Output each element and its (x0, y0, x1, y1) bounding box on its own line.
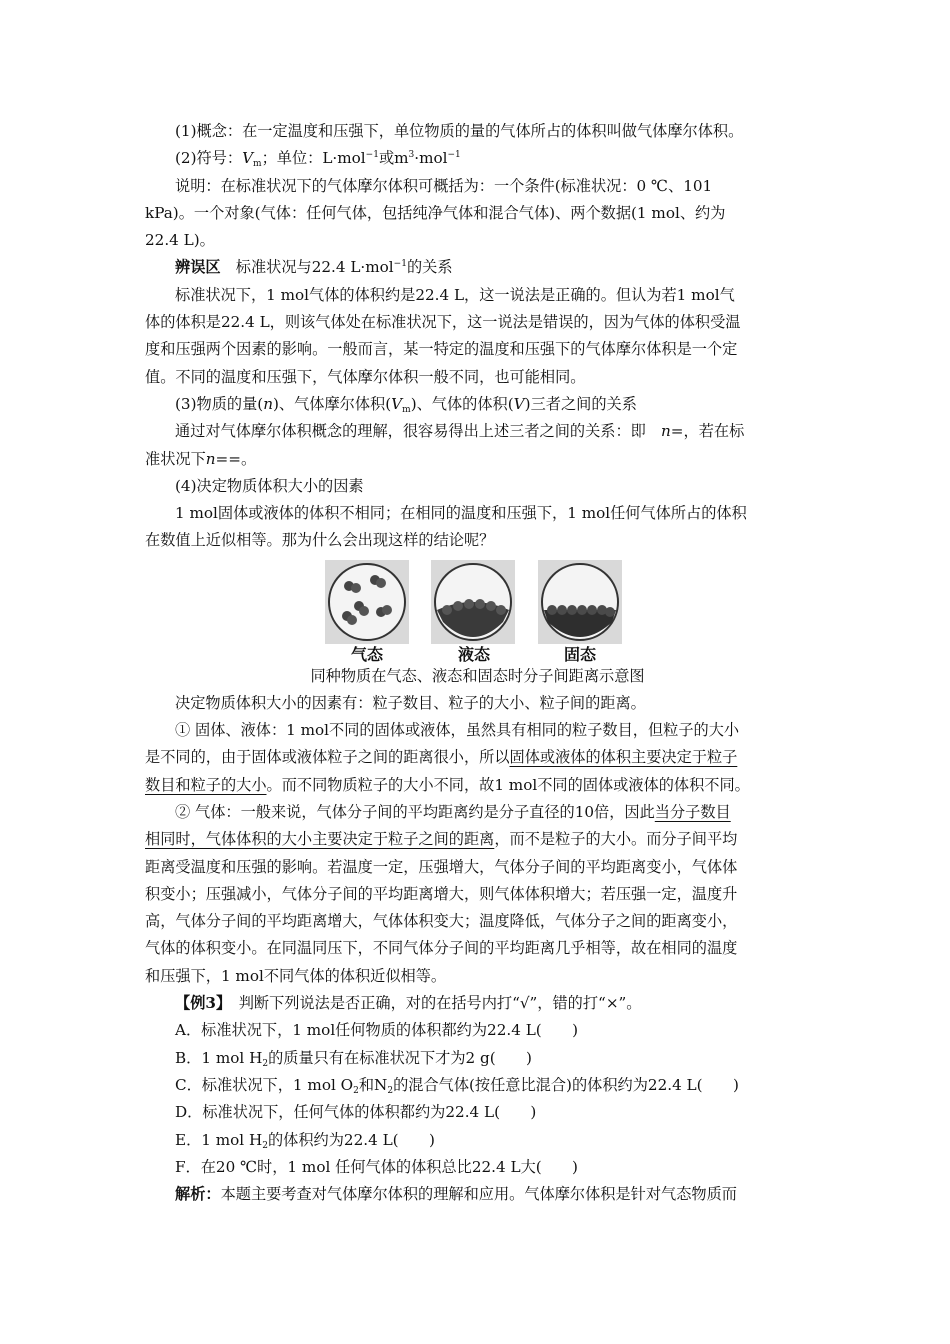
gas-line: 积变小；压强减小，气体分子间的平均距离增大，则气体体积增大；若压强一定，温度升 (145, 884, 738, 903)
relation-line: 通过对气体摩尔体积概念的理解，很容易得出上述三者之间的关系：即 n=，若在标 (175, 422, 745, 441)
document-page (145, 118, 810, 1208)
gas-line: 气体的体积变小。在同温同压下，不同气体分子间的平均距离几乎相等，故在相同的温度 (145, 939, 738, 958)
factors-line: 在数值上近似相等。那为什么会出现这样的结论呢？ (145, 531, 495, 550)
factors-line: 1 mol固体或液体的体积不相同；在相同的温度和压强下，1 mol任何气体所占的体积 (175, 504, 747, 523)
note-line: 说明：在标准状况下的气体摩尔体积可概括为：一个条件(标准状况：0 ℃、101 (175, 176, 713, 195)
states-figure (145, 558, 810, 670)
gas-line: 和压强下，1 mol不同气体的体积近似相等。 (145, 966, 447, 985)
solid-liquid-line: ① 固体、液体：1 mol不同的固体或液体，虽然具有相同的粒子数目，但粒子的大小 (175, 721, 740, 740)
option-e: E．1 mol $H_2$的体积约为22.4 L( ) (175, 1130, 435, 1151)
solid-liquid-line: 是不同的，由于固体或液体粒子之间的距离很小，所以固体或液体的体积主要决定于粒子 (145, 748, 738, 767)
solid-liquid-line: 数目和粒子的大小。而不同物质粒子的大小不同，故1 mol不同的固体或液体的体积不同。 (145, 775, 750, 794)
figure-caption: 同种物质在气态、液态和固态时分子间距离示意图 (310, 666, 645, 685)
solid-state-diagram (538, 560, 622, 644)
liquid-label: 液态 (458, 644, 491, 664)
gas-state-diagram (325, 560, 409, 644)
liquid-state-diagram (431, 560, 515, 644)
factors-summary: 决定物质体积大小的因素有：粒子数目、粒子的大小、粒子间的距离。 (175, 693, 646, 712)
note-line: 22.4 L)。 (145, 231, 215, 250)
factors-heading: (4)决定物质体积大小的因素 (175, 476, 364, 495)
solid-label: 固态 (564, 644, 597, 664)
gas-line: 距离受温度和压强的影响。若温度一定，压强增大，气体分子间的平均距离变小，气体体 (145, 857, 738, 876)
misconception-line: 标准状况下，1 mol气体的体积约是22.4 L，这一说法是正确的。但认为若1 mol气 (175, 285, 735, 304)
relation-heading: (3)物质的量(n)、气体摩尔体积$(V_m)$、气体的体积(V)三者之间的关系 (175, 394, 637, 415)
gas-line: ② 气体：一般来说，气体分子间的平均距离约是分子直径的10倍，因此当分子数目 (175, 802, 731, 821)
symbol-paragraph: (2)符号：$V_m$；单位：L·mol$^{-1}$或$m^3\cdot mol^{-1}$ (175, 149, 461, 170)
misconception-heading: 辨误区 标准状况与22.4 L·mol$^{-1}$的关系 (175, 258, 453, 277)
misconception-line: 度和压强两个因素的影响。一般而言，某一特定的温度和压强下的气体摩尔体积是一个定 (145, 340, 738, 359)
concept-paragraph: (1)概念：在一定温度和压强下，单位物质的量的气体所占的体积叫做气体摩尔体积。 (175, 122, 744, 140)
gas-line: 高，气体分子间的平均距离增大，气体体积变大；温度降低，气体分子之间的距离变小， (145, 912, 738, 931)
analysis-line: 解析：本题主要考查对气体摩尔体积的理解和应用。气体摩尔体积是针对气态物质而 (175, 1185, 737, 1204)
option-a: A．标准状况下，1 mol任何物质的体积都约为22.4 L( ) (175, 1021, 579, 1040)
gas-label: 气态 (351, 644, 384, 664)
misconception-line: 体的体积是22.4 L，则该气体处在标准状况下，这一说法是错误的，因为气体的体积受温 (145, 313, 741, 332)
gas-line: 相同时，气体体积的大小主要决定于粒子之间的距离，而不是粒子的大小。而分子间平均 (145, 830, 738, 849)
option-d: D．标准状况下，任何气体的体积都约为22.4 L( ) (175, 1103, 537, 1122)
example-3-heading: 【例3】 判断下列说法是否正确，对的在括号内打“√”，错的打“×”。 (175, 994, 642, 1013)
option-f: F．在20 ℃时，1 mol 任何气体的体积总比22.4 L大( ) (175, 1157, 578, 1176)
option-c: C．标准状况下，1 mol $O_2$和$N_2$的混合气体(按任意比混合)的体积约为22.4 L( ) (175, 1075, 739, 1096)
relation-line: 准状况下n==。 (145, 449, 257, 468)
option-b: B．1 mol $H_2$的质量只有在标准状况下才为2 g( ) (175, 1048, 532, 1069)
misconception-line: 值。不同的温度和压强下，气体摩尔体积一般不同，也可能相同。 (145, 367, 586, 386)
note-line: kPa)。一个对象(气体：任何气体，包括纯净气体和混合气体)、两个数据(1 mol、约为 (145, 203, 726, 222)
